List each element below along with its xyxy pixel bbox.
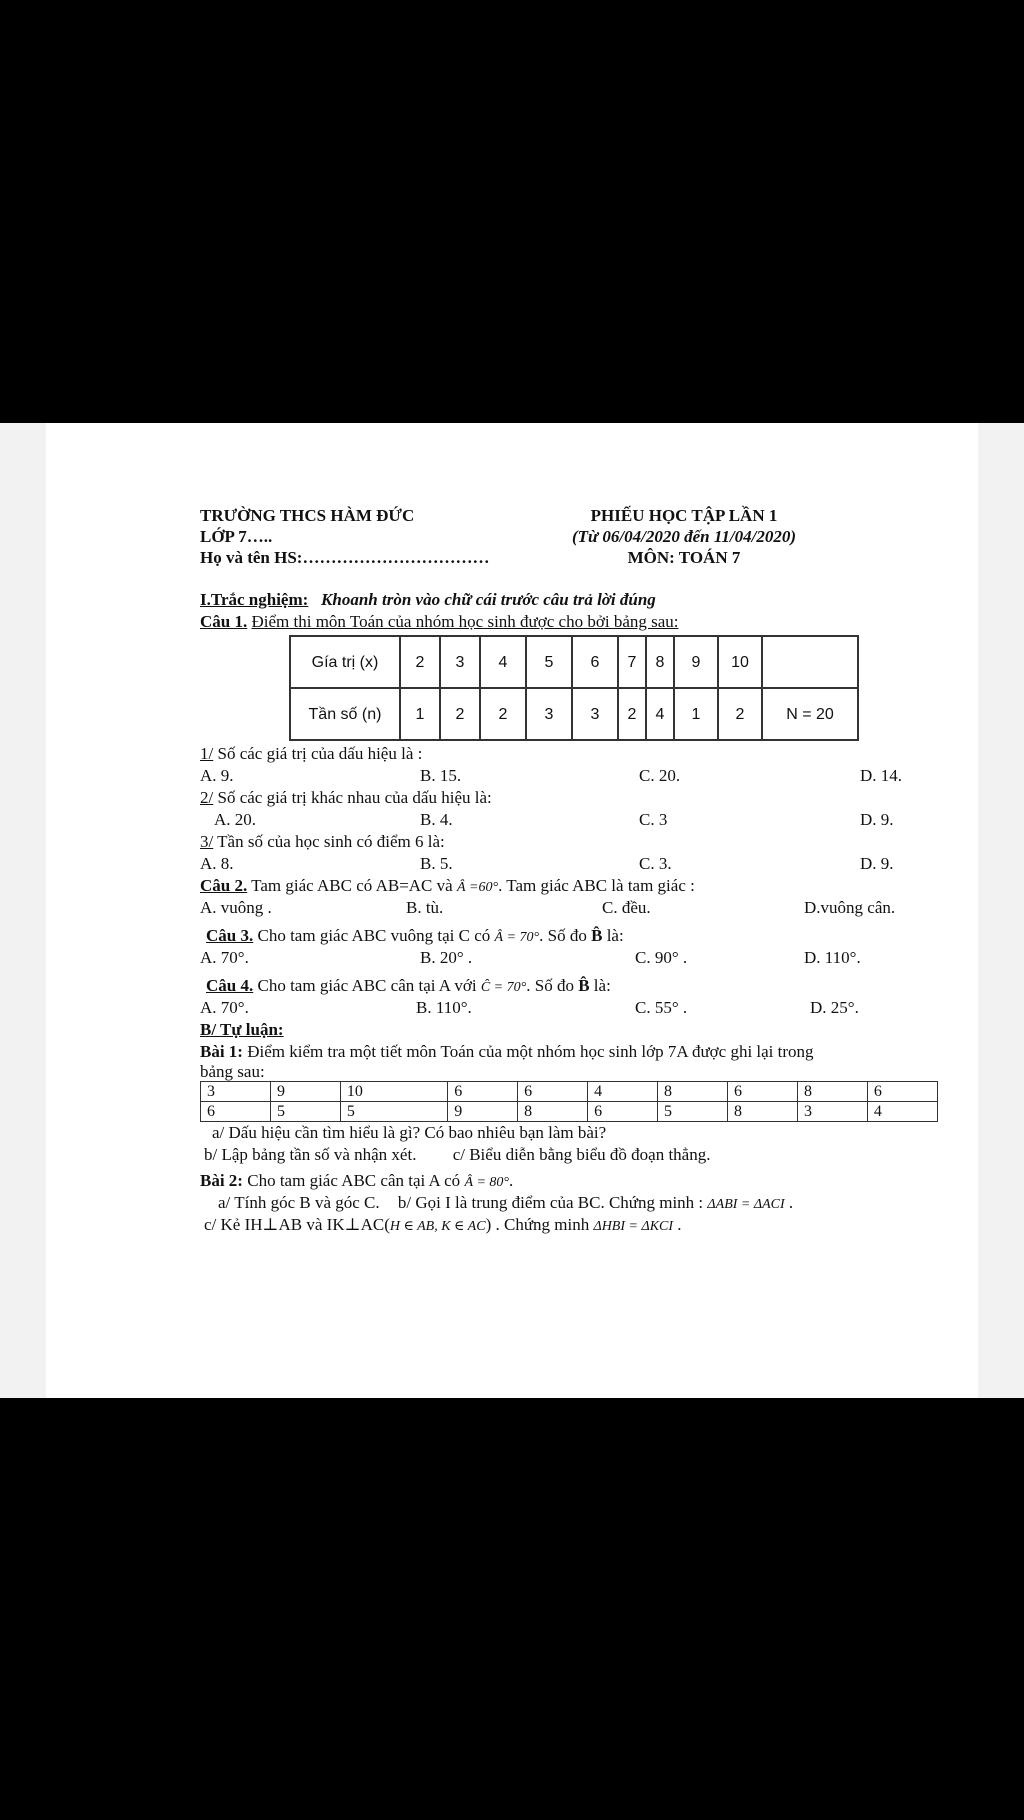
value-cell: 5 (526, 636, 572, 688)
bai1-qa (154, 1122, 944, 1144)
values-row-header: Gía trị (x) (290, 636, 400, 688)
score-cell: 3 (201, 1082, 271, 1102)
q2-expr: Â =60° (456, 880, 499, 895)
option-b[interactable]: B. 20° . (420, 948, 473, 967)
score-cell: 6 (867, 1082, 937, 1102)
bai1-qb-text: b/ Lập bảng tần số và nhận xét. (204, 1145, 417, 1164)
bai2-qc-expr: H ∈ AB, K ∈ AC (389, 1219, 486, 1234)
q4-expr: Ĉ = 70° (480, 980, 527, 995)
option-d[interactable]: D. 25°. (810, 998, 859, 1017)
q2-text2: . Tam giác ABC là tam giác : (498, 876, 695, 895)
option-d[interactable]: D. 110°. (804, 948, 861, 967)
option-d[interactable]: D. 9. (860, 854, 894, 873)
q4-text2: . Số đo (526, 976, 579, 995)
q2-stem (154, 875, 944, 897)
score-cell: 5 (340, 1102, 447, 1122)
score-cell: 4 (867, 1102, 937, 1122)
freq-cell: 3 (526, 688, 572, 740)
score-cell: 8 (797, 1082, 867, 1102)
q4-angle: B̂ (578, 976, 590, 995)
part2-title: B/ Tự luận: (200, 1020, 284, 1039)
freq-cell: 3 (572, 688, 618, 740)
q1-sub3-stem (154, 831, 944, 853)
freq-cell: 1 (400, 688, 440, 740)
freq-cell: 2 (440, 688, 480, 740)
option-d[interactable]: D. 14. (860, 766, 903, 785)
score-cell: 8 (728, 1102, 798, 1122)
value-cell: 2 (400, 636, 440, 688)
score-cell: 5 (270, 1102, 340, 1122)
values-row (290, 636, 858, 688)
part2-heading (154, 1019, 944, 1041)
freq-cell: 1 (674, 688, 718, 740)
bai2-qab (154, 1192, 944, 1214)
freq-cell: 2 (718, 688, 762, 740)
option-b[interactable]: B. 4. (420, 810, 453, 829)
value-cell: 6 (572, 636, 618, 688)
worksheet-content (154, 505, 944, 1236)
q3-angle: B̂ (591, 926, 603, 945)
score-cell: 6 (518, 1082, 588, 1102)
sheet-title: PHIẾU HỌC TẬP LẦN 1 (590, 506, 778, 525)
option-b[interactable]: B. 5. (420, 854, 453, 873)
student-name-line: Họ và tên HS:…………………………… (200, 548, 490, 567)
option-a[interactable]: A. 8. (200, 854, 234, 873)
q3-stem (154, 925, 944, 947)
part1-title: I.Trắc nghiệm: (200, 590, 309, 609)
bai2-text: Cho tam giác ABC cân tại A có (242, 1171, 465, 1190)
worksheet-header (154, 505, 944, 571)
q3-text1: Cho tam giác ABC vuông tại C có (253, 926, 495, 945)
option-c[interactable]: C. 20. (639, 766, 681, 785)
bai1-qc-text: c/ Biểu diễn bằng biểu đồ đoạn thẳng. (452, 1145, 711, 1164)
bai1-stem-cont (154, 1063, 944, 1081)
option-d[interactable]: D. 9. (860, 810, 894, 829)
option-d[interactable]: D.vuông cân. (804, 898, 896, 917)
q1-sub2-stem (154, 787, 944, 809)
value-cell: 7 (618, 636, 646, 688)
score-row (201, 1102, 938, 1122)
q1-sub2-options (154, 809, 944, 831)
value-cell: 9 (674, 636, 718, 688)
bai2-qa-text: a/ Tính góc B và góc C. (218, 1193, 380, 1212)
option-c[interactable]: C. đều. (602, 898, 651, 917)
bai2-qc-text1: c/ Kẻ IH⊥AB và IK⊥AC( (204, 1215, 390, 1234)
freq-total-cell: N = 20 (762, 688, 858, 740)
option-c[interactable]: C. 55° . (635, 998, 688, 1017)
q2-label: Câu 2. (200, 876, 248, 895)
period: . (509, 1171, 514, 1190)
score-cell: 5 (658, 1102, 728, 1122)
sub3-label: 3/ (200, 832, 214, 851)
score-cell: 8 (658, 1082, 728, 1102)
document-viewer-page (0, 423, 1024, 1398)
q3-expr: Â = 70° (494, 930, 540, 945)
q1-sub3-options (154, 853, 944, 875)
sub2-label: 2/ (200, 788, 214, 807)
sub2-text: Số các giá trị khác nhau của dấu hiệu là: (213, 788, 492, 807)
frequency-table (289, 635, 859, 741)
bai1-qbc (154, 1144, 944, 1166)
score-cell: 10 (340, 1082, 447, 1102)
school-name: TRƯỜNG THCS HÀM ĐỨC (200, 506, 415, 525)
bai2-expr: Â = 80° (464, 1175, 510, 1190)
q4-stem (154, 975, 944, 997)
date-range: (Từ 06/04/2020 đến 11/04/2020) (571, 527, 797, 546)
q1-text: Điểm thi môn Toán của nhóm học sinh được cho bởi bảng sau: (251, 612, 679, 631)
score-cell: 6 (448, 1082, 518, 1102)
bai1-stem (154, 1041, 944, 1063)
class-line: LỚP 7….. (200, 527, 273, 546)
score-cell: 6 (728, 1082, 798, 1102)
bai2-qb-expr: ΔABI = ΔACI (707, 1197, 785, 1212)
q4-text3: là: (589, 976, 611, 995)
option-b[interactable]: B. 110°. (416, 998, 472, 1017)
option-c[interactable]: C. 3. (639, 854, 672, 873)
option-a[interactable]: A. 9. (200, 766, 234, 785)
freq-cell: 4 (646, 688, 674, 740)
q1-sub1-stem (154, 743, 944, 765)
bai1-text-cont: bảng sau: (200, 1062, 265, 1081)
bai2-qb-text: b/ Gọi I là trung điểm của BC. Chứng minh : (397, 1193, 708, 1212)
sub3-text: Tần số của học sinh có điểm 6 là: (213, 832, 445, 851)
option-b[interactable]: B. 15. (420, 766, 462, 785)
q3-text3: là: (602, 926, 624, 945)
score-row (201, 1082, 938, 1102)
score-cell: 6 (201, 1102, 271, 1122)
worksheet-paper (46, 423, 978, 1398)
score-cell: 9 (448, 1102, 518, 1122)
period: . (673, 1215, 682, 1234)
bai2-label: Bài 2: (200, 1171, 243, 1190)
option-a[interactable]: A. 70°. (200, 998, 249, 1017)
score-cell: 4 (588, 1082, 658, 1102)
bai2-qc-expr2: ΔHBI = ΔKCI (593, 1219, 674, 1234)
q4-text1: Cho tam giác ABC cân tại A với (253, 976, 481, 995)
q1-label: Câu 1. (200, 612, 248, 631)
option-a[interactable]: A. 20. (214, 810, 257, 829)
q2-options (154, 897, 944, 919)
part1-heading (154, 589, 944, 611)
frequency-row-header: Tần số (n) (290, 688, 400, 740)
value-cell: 8 (646, 636, 674, 688)
value-cell: 4 (480, 636, 526, 688)
subject: MÔN: TOÁN 7 (627, 548, 741, 567)
score-cell: 8 (518, 1102, 588, 1122)
bai1-text: Điểm kiểm tra một tiết môn Toán của một nhóm học sinh lớp 7A được ghi lại trong (242, 1042, 814, 1061)
bai1-qa-text: a/ Dấu hiệu cần tìm hiểu là gì? Có bao nhiêu bạn làm bài? (212, 1123, 607, 1142)
bai2-qc (154, 1214, 944, 1236)
value-cell: 3 (440, 636, 480, 688)
sub1-label: 1/ (200, 744, 214, 763)
bai1-label: Bài 1: (200, 1042, 243, 1061)
option-b[interactable]: B. tù. (406, 898, 444, 917)
q4-label: Câu 4. (206, 976, 254, 995)
q1-sub1-options (154, 765, 944, 787)
score-cell: 6 (588, 1102, 658, 1122)
value-cell: 10 (718, 636, 762, 688)
frequency-row (290, 688, 858, 740)
q3-label: Câu 3. (206, 926, 254, 945)
value-cell (762, 636, 858, 688)
sub1-text: Số các giá trị của dấu hiệu là : (213, 744, 423, 763)
part1-instruction: Khoanh tròn vào chữ cái trước câu trả lời đúng (321, 590, 656, 609)
bai2-stem (154, 1170, 944, 1192)
score-cell: 3 (797, 1102, 867, 1122)
score-table (200, 1081, 938, 1122)
option-c[interactable]: C. 3 (639, 810, 668, 829)
q3-text2: . Số đo (539, 926, 592, 945)
option-a[interactable]: A. vuông . (200, 898, 272, 917)
q3-options (154, 947, 944, 969)
bai2-qc-text2: ) . Chứng minh (485, 1215, 594, 1234)
q1-stem (154, 611, 944, 633)
option-a[interactable]: A. 70°. (200, 948, 249, 967)
period: . (784, 1193, 794, 1212)
q4-options (154, 997, 944, 1019)
freq-cell: 2 (480, 688, 526, 740)
q2-text1: Tam giác ABC có AB=AC và (247, 876, 457, 895)
freq-cell: 2 (618, 688, 646, 740)
option-c[interactable]: C. 90° . (635, 948, 688, 967)
score-cell: 9 (270, 1082, 340, 1102)
